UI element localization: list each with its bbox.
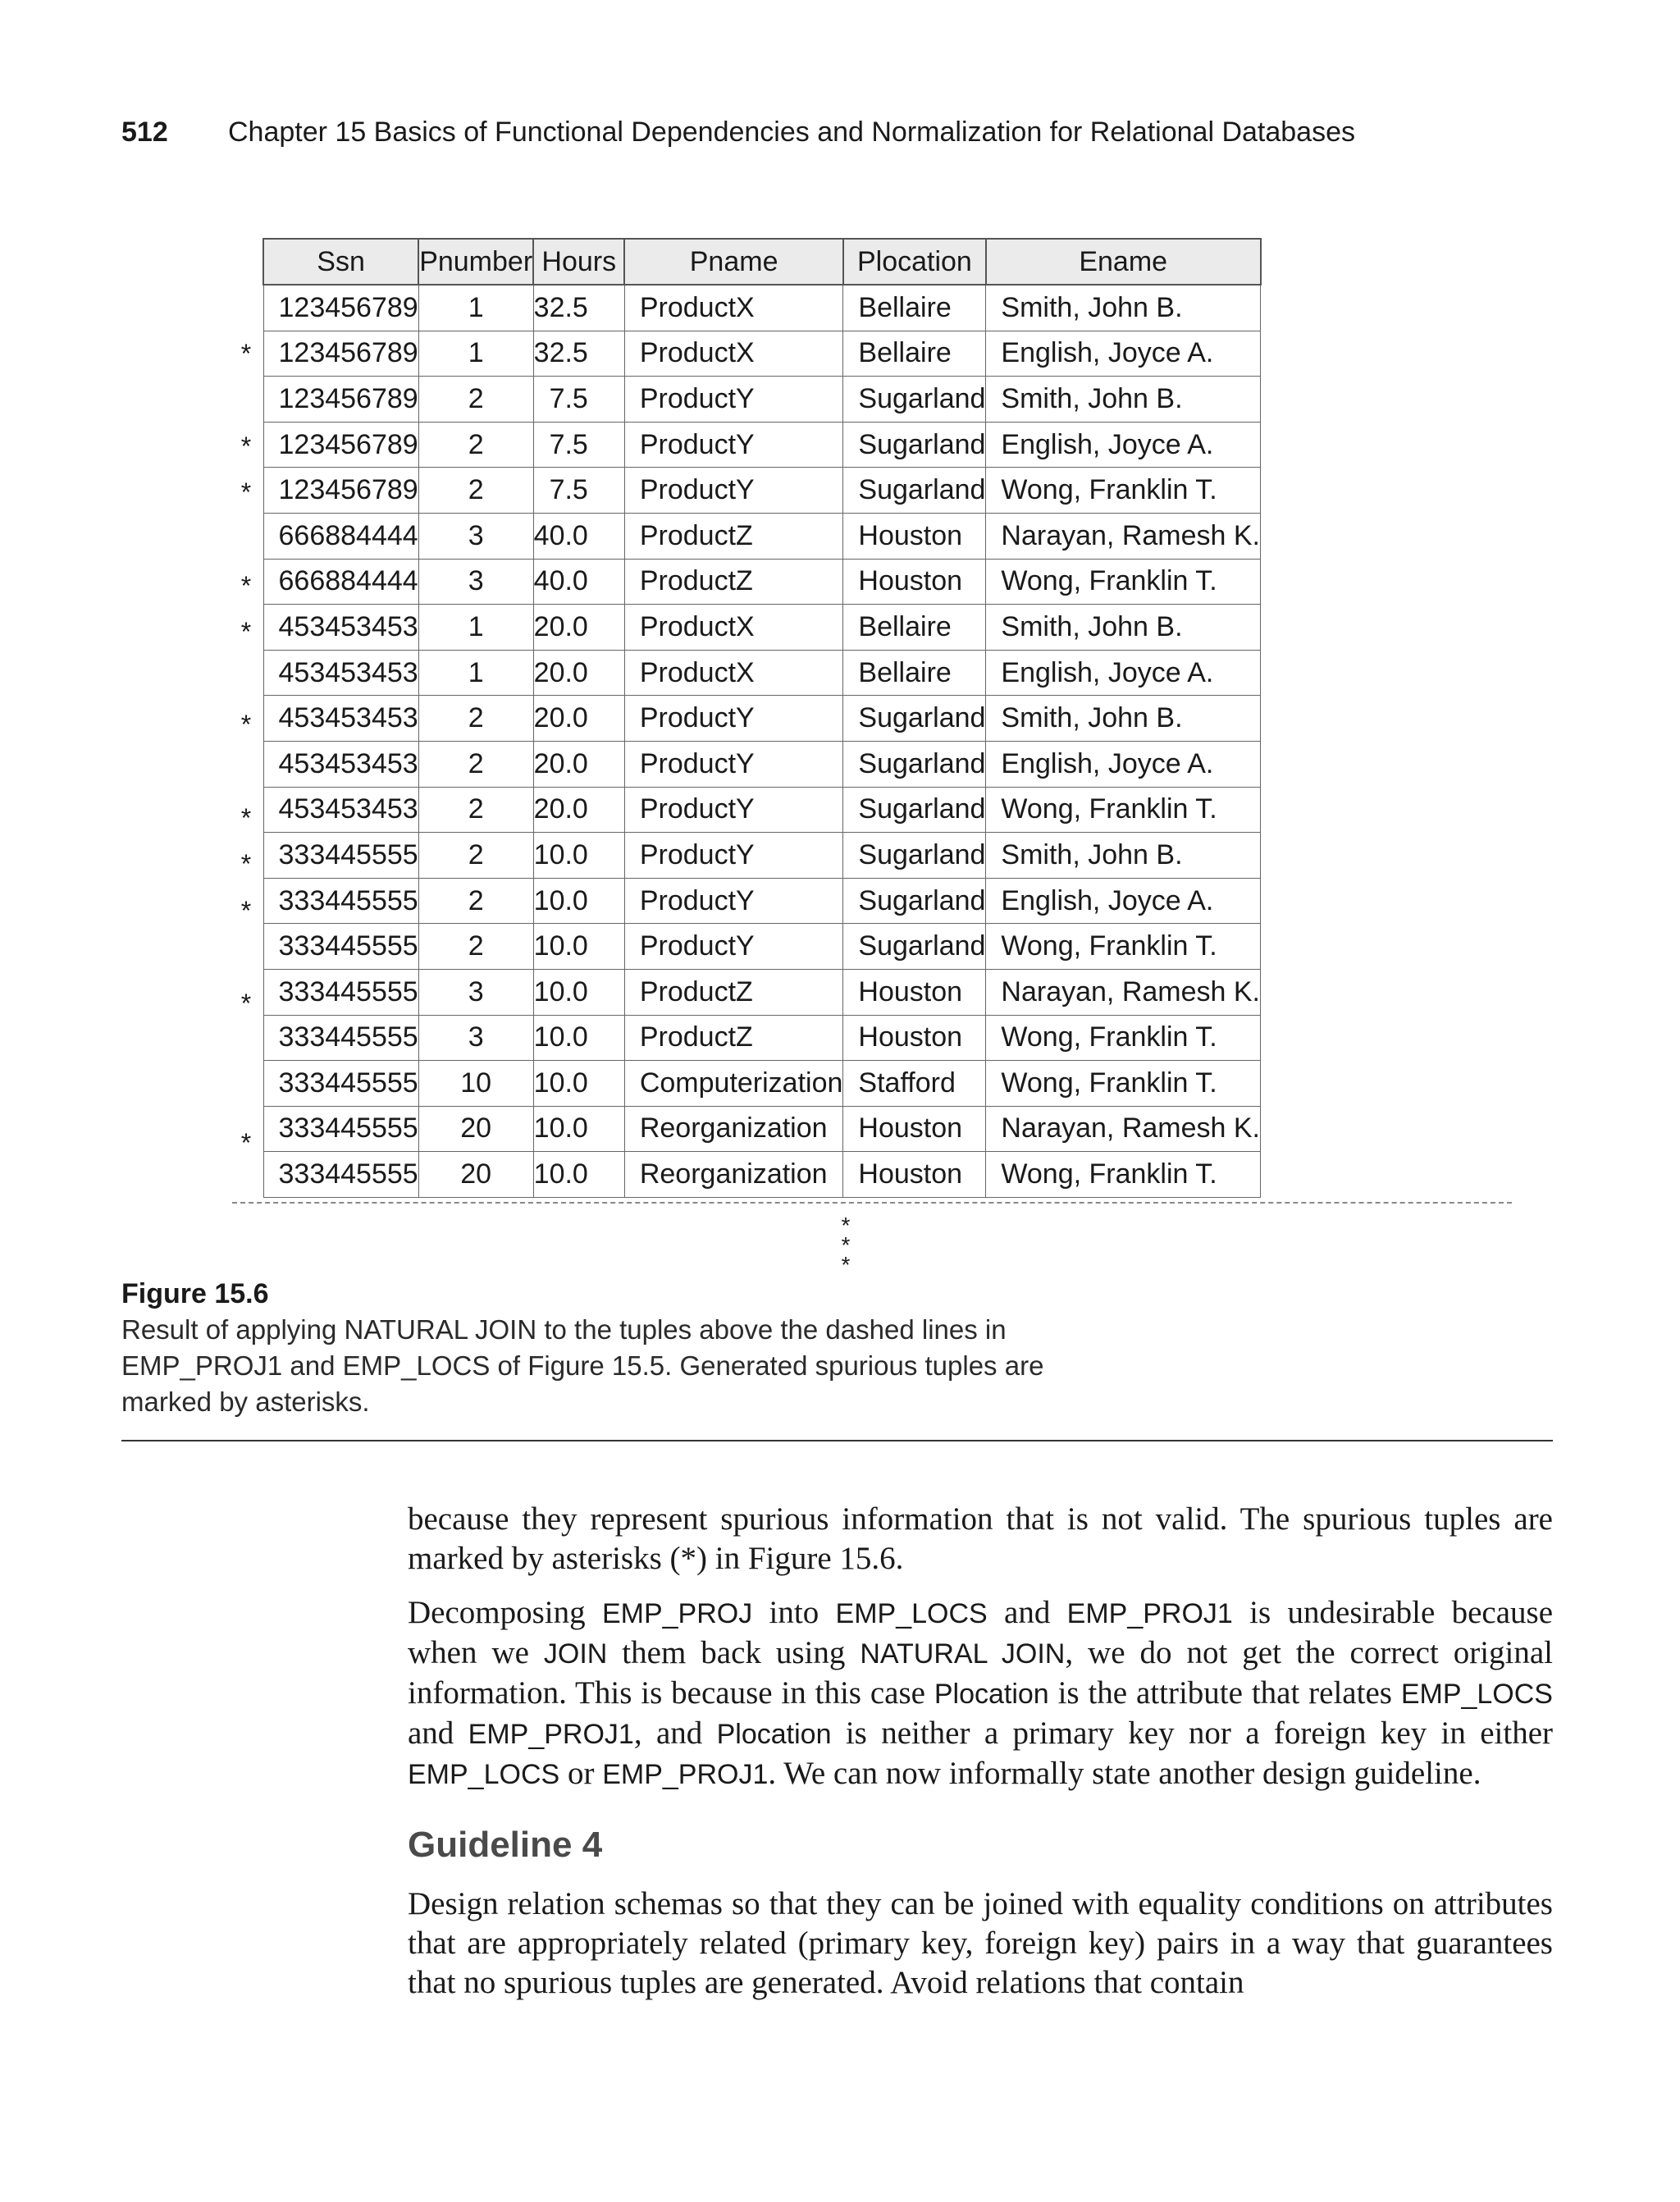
- column-header-plocation: Plocation: [843, 239, 986, 285]
- table-row: [263, 650, 1261, 696]
- cell-hours: 20.0: [533, 605, 624, 651]
- cell-pnumber: 2: [418, 787, 533, 833]
- cell-plocation: Sugarland: [843, 468, 986, 514]
- text-run: into: [752, 1595, 836, 1630]
- cell-pnumber: 20: [418, 1152, 533, 1198]
- body-text: [408, 1500, 1553, 2017]
- table-body: [263, 285, 1261, 1197]
- table-header-row: [263, 239, 1261, 285]
- table-row: [263, 1015, 1261, 1061]
- code-term: EMP_PROJ1: [1066, 1598, 1233, 1629]
- spurious-tuple-mark: [230, 284, 262, 331]
- table-row: [263, 605, 1261, 651]
- cell-hours: 10.0: [533, 1152, 624, 1198]
- cell-ssn: 123456789: [263, 422, 418, 468]
- cell-plocation: Houston: [843, 969, 986, 1015]
- cell-hours: 10.0: [533, 969, 624, 1015]
- section-heading: Guideline 4: [408, 1825, 603, 1865]
- cell-plocation: Sugarland: [843, 696, 986, 742]
- cell-plocation: Houston: [843, 1015, 986, 1061]
- cell-plocation: Sugarland: [843, 878, 986, 924]
- cell-ename: Wong, Franklin T.: [986, 1061, 1261, 1107]
- cell-ssn: 333445555: [263, 1152, 418, 1198]
- spurious-tuple-mark: *: [240, 431, 252, 461]
- text-run: is the attribute that relates: [1048, 1675, 1401, 1711]
- spurious-tuple-mark: *: [240, 895, 252, 925]
- cell-pname: ProductY: [624, 468, 843, 514]
- text-run: is neither a primary key nor a foreign key in either: [831, 1715, 1553, 1751]
- cell-pnumber: 2: [418, 377, 533, 423]
- spurious-tuple-mark: *: [240, 338, 252, 368]
- spurious-tuple-mark: [230, 1027, 262, 1074]
- cell-ssn: 123456789: [263, 377, 418, 423]
- cell-pname: Reorganization: [624, 1152, 843, 1198]
- cell-pname: ProductY: [624, 787, 843, 833]
- caption-rule: [121, 1440, 1553, 1441]
- table-row: [263, 513, 1261, 559]
- cell-ssn: 333445555: [263, 924, 418, 970]
- cell-pname: ProductZ: [624, 969, 843, 1015]
- cell-pnumber: 3: [418, 1015, 533, 1061]
- code-term: EMP_PROJ1: [468, 1719, 634, 1750]
- cell-ename: Wong, Franklin T.: [986, 787, 1261, 833]
- cell-pnumber: 2: [418, 422, 533, 468]
- cell-pname: ProductY: [624, 696, 843, 742]
- table-row: [263, 331, 1261, 377]
- spurious-tuple-mark: *: [240, 988, 252, 1018]
- cell-ename: English, Joyce A.: [986, 331, 1261, 377]
- spurious-tuple-mark: [230, 377, 262, 423]
- cell-pnumber: 2: [418, 924, 533, 970]
- cell-plocation: Stafford: [843, 1061, 986, 1107]
- cell-ename: English, Joyce A.: [986, 422, 1261, 468]
- cell-pname: Computerization: [624, 1061, 843, 1107]
- cell-ename: English, Joyce A.: [986, 741, 1261, 787]
- cell-ename: English, Joyce A.: [986, 878, 1261, 924]
- cell-ssn: 333445555: [263, 969, 418, 1015]
- ellipsis-asterisk: *: [841, 1213, 851, 1238]
- spurious-tuple-mark: [230, 1166, 262, 1213]
- column-header-ssn: Ssn: [263, 239, 418, 285]
- text-run: , and: [633, 1715, 717, 1751]
- cell-hours: 10.0: [533, 924, 624, 970]
- cell-hours: 40.0: [533, 559, 624, 605]
- cell-hours: 20.0: [533, 650, 624, 696]
- ellipsis-asterisk: *: [841, 1232, 851, 1258]
- page-number: 512: [121, 116, 168, 148]
- cell-pnumber: 2: [418, 878, 533, 924]
- spurious-tuple-mark: *: [240, 802, 252, 833]
- table-row: [263, 285, 1261, 331]
- column-header-pname: Pname: [624, 239, 843, 285]
- cell-hours: 40.0: [533, 513, 624, 559]
- cell-pname: ProductY: [624, 422, 843, 468]
- cell-plocation: Bellaire: [843, 285, 986, 331]
- code-term: EMP_LOCS: [1400, 1679, 1553, 1710]
- cell-ename: Wong, Franklin T.: [986, 1015, 1261, 1061]
- cell-ssn: 666884444: [263, 513, 418, 559]
- spurious-tuple-mark: *: [240, 617, 252, 647]
- cell-ename: Smith, John B.: [986, 833, 1261, 879]
- table-row: [263, 1106, 1261, 1152]
- column-header-ename: Ename: [986, 239, 1261, 285]
- cell-plocation: Sugarland: [843, 833, 986, 879]
- table-row: [263, 1061, 1261, 1107]
- cell-ssn: 333445555: [263, 878, 418, 924]
- cell-pname: ProductZ: [624, 513, 843, 559]
- text-run: Decomposing: [408, 1595, 602, 1630]
- cell-plocation: Houston: [843, 513, 986, 559]
- cell-pnumber: 3: [418, 513, 533, 559]
- cell-plocation: Sugarland: [843, 422, 986, 468]
- cell-ename: Smith, John B.: [986, 696, 1261, 742]
- ellipsis-asterisk: *: [841, 1252, 851, 1277]
- cell-hours: 7.5: [533, 422, 624, 468]
- figure-caption-text: Result of applying NATURAL JOIN to the tuples above the dashed lines in EMP_PROJ1 and EMP_LOCS of Figure 15.5. Generated spurious tuples are marked by asterisks.: [121, 1314, 1044, 1417]
- spurious-tuple-mark: [230, 1073, 262, 1120]
- code-term: Plocation: [934, 1679, 1049, 1710]
- text-run: or: [559, 1756, 603, 1791]
- table-row: [263, 741, 1261, 787]
- cell-hours: 20.0: [533, 696, 624, 742]
- cell-pname: ProductY: [624, 741, 843, 787]
- cell-hours: 10.0: [533, 833, 624, 879]
- cell-pname: ProductZ: [624, 1015, 843, 1061]
- cell-plocation: Sugarland: [843, 787, 986, 833]
- cell-ssn: 123456789: [263, 331, 418, 377]
- cell-hours: 10.0: [533, 1015, 624, 1061]
- table-row: [263, 422, 1261, 468]
- cell-ssn: 333445555: [263, 1015, 418, 1061]
- cell-ename: Wong, Franklin T.: [986, 924, 1261, 970]
- cell-ename: Narayan, Ramesh K.: [986, 513, 1261, 559]
- spurious-tuple-mark: [230, 748, 262, 795]
- table-row: [263, 924, 1261, 970]
- spurious-tuple-mark: *: [240, 1127, 252, 1158]
- cell-ename: Narayan, Ramesh K.: [986, 969, 1261, 1015]
- code-term: EMP_PROJ: [601, 1598, 753, 1629]
- cell-ssn: 666884444: [263, 559, 418, 605]
- spurious-marks-column: [230, 284, 262, 1213]
- text-run: them back using: [607, 1635, 861, 1670]
- column-header-hours: Hours: [533, 239, 624, 285]
- table-row: [263, 559, 1261, 605]
- cell-plocation: Houston: [843, 1106, 986, 1152]
- cell-ssn: 333445555: [263, 1106, 418, 1152]
- table-row: [263, 377, 1261, 423]
- code-term: JOIN: [543, 1638, 608, 1670]
- cell-plocation: Houston: [843, 1152, 986, 1198]
- cell-ssn: 123456789: [263, 285, 418, 331]
- spurious-tuple-mark: *: [240, 849, 252, 879]
- cell-pnumber: 1: [418, 285, 533, 331]
- code-term: EMP_LOCS: [408, 1759, 560, 1790]
- cell-ename: Wong, Franklin T.: [986, 559, 1261, 605]
- code-term: EMP_PROJ1: [602, 1759, 769, 1790]
- cell-ssn: 333445555: [263, 833, 418, 879]
- cell-hours: 10.0: [533, 1106, 624, 1152]
- cell-ename: English, Joyce A.: [986, 650, 1261, 696]
- cell-plocation: Bellaire: [843, 605, 986, 651]
- cell-hours: 10.0: [533, 878, 624, 924]
- paragraph-1: because they represent spurious information that is not valid. The spurious tuples are marked by asterisks (*) in Figure 15.6.: [408, 1501, 1553, 1576]
- cell-hours: 20.0: [533, 787, 624, 833]
- cell-ssn: 453453453: [263, 605, 418, 651]
- spurious-tuple-mark: *: [240, 570, 252, 601]
- text-run: and: [408, 1715, 468, 1751]
- cell-ssn: 453453453: [263, 787, 418, 833]
- cell-ename: Wong, Franklin T.: [986, 1152, 1261, 1198]
- cell-pnumber: 2: [418, 741, 533, 787]
- cell-pname: ProductZ: [624, 559, 843, 605]
- paragraph-2: [408, 1593, 1553, 1794]
- cell-pname: ProductX: [624, 331, 843, 377]
- cell-hours: 32.5: [533, 331, 624, 377]
- cell-ssn: 333445555: [263, 1061, 418, 1107]
- table-row: [263, 1152, 1261, 1198]
- code-term: Plocation: [716, 1719, 832, 1750]
- cell-ssn: 123456789: [263, 468, 418, 514]
- cell-ssn: 453453453: [263, 696, 418, 742]
- natural-join-result-table: [262, 238, 1262, 1198]
- cell-pname: Reorganization: [624, 1106, 843, 1152]
- cell-hours: 7.5: [533, 468, 624, 514]
- cell-plocation: Sugarland: [843, 924, 986, 970]
- table-row: [263, 468, 1261, 514]
- text-run: . We can now informally state another design guideline.: [768, 1756, 1481, 1791]
- cell-ename: Narayan, Ramesh K.: [986, 1106, 1261, 1152]
- cell-pnumber: 2: [418, 833, 533, 879]
- cell-pnumber: 2: [418, 468, 533, 514]
- cell-plocation: Sugarland: [843, 377, 986, 423]
- cell-pname: ProductY: [624, 878, 843, 924]
- spurious-tuple-mark: *: [240, 477, 252, 508]
- cell-ssn: 453453453: [263, 650, 418, 696]
- table-row: [263, 696, 1261, 742]
- spurious-tuple-mark: [230, 934, 262, 980]
- cell-ename: Wong, Franklin T.: [986, 468, 1261, 514]
- cell-plocation: Houston: [843, 559, 986, 605]
- dashed-cutoff-line: [232, 1202, 1512, 1204]
- figure-caption: [121, 1276, 1106, 1420]
- cell-pnumber: 20: [418, 1106, 533, 1152]
- table-row: [263, 833, 1261, 879]
- cell-pname: ProductX: [624, 650, 843, 696]
- cell-ssn: 453453453: [263, 741, 418, 787]
- spurious-tuple-mark: *: [240, 710, 252, 740]
- column-header-pnumber: Pnumber: [418, 239, 533, 285]
- cell-pnumber: 2: [418, 696, 533, 742]
- text-run: is undesirable because when we: [408, 1595, 1554, 1670]
- cell-plocation: Bellaire: [843, 650, 986, 696]
- code-term: NATURAL JOIN: [860, 1638, 1066, 1670]
- cell-pname: ProductY: [624, 377, 843, 423]
- code-term: EMP_LOCS: [835, 1598, 988, 1629]
- text-run: , we do not get the correct original information. This is because in this case: [408, 1635, 1554, 1711]
- paragraph-3: Design relation schemas so that they can be joined with equality conditions on attributes that are appropriately related (primary key, foreign key) pairs in a way that guarantees that no spurious tuples are generated. Avoid relations that contain: [408, 1886, 1553, 2000]
- cell-pname: ProductY: [624, 924, 843, 970]
- spurious-tuple-mark: [230, 656, 262, 702]
- table-row: [263, 878, 1261, 924]
- cell-pnumber: 1: [418, 650, 533, 696]
- table-row: [263, 969, 1261, 1015]
- cell-pnumber: 3: [418, 559, 533, 605]
- figure-label: Figure 15.6: [121, 1278, 269, 1309]
- cell-ename: Smith, John B.: [986, 377, 1261, 423]
- cell-pnumber: 1: [418, 605, 533, 651]
- cell-hours: 7.5: [533, 377, 624, 423]
- cell-pname: ProductX: [624, 285, 843, 331]
- cell-hours: 32.5: [533, 285, 624, 331]
- running-header: [121, 116, 1355, 148]
- cell-hours: 10.0: [533, 1061, 624, 1107]
- cell-plocation: Sugarland: [843, 741, 986, 787]
- cell-pname: ProductY: [624, 833, 843, 879]
- cell-ename: Smith, John B.: [986, 605, 1261, 651]
- text-run: and: [987, 1595, 1067, 1630]
- vertical-ellipsis: [833, 1213, 858, 1277]
- running-title: Chapter 15 Basics of Functional Dependencies and Normalization for Relational Databases: [228, 116, 1355, 148]
- table-row: [263, 787, 1261, 833]
- cell-ename: Smith, John B.: [986, 285, 1261, 331]
- cell-pnumber: 1: [418, 331, 533, 377]
- cell-plocation: Bellaire: [843, 331, 986, 377]
- spurious-tuple-mark: [230, 516, 262, 563]
- cell-hours: 20.0: [533, 741, 624, 787]
- cell-pnumber: 10: [418, 1061, 533, 1107]
- cell-pnumber: 3: [418, 969, 533, 1015]
- cell-pname: ProductX: [624, 605, 843, 651]
